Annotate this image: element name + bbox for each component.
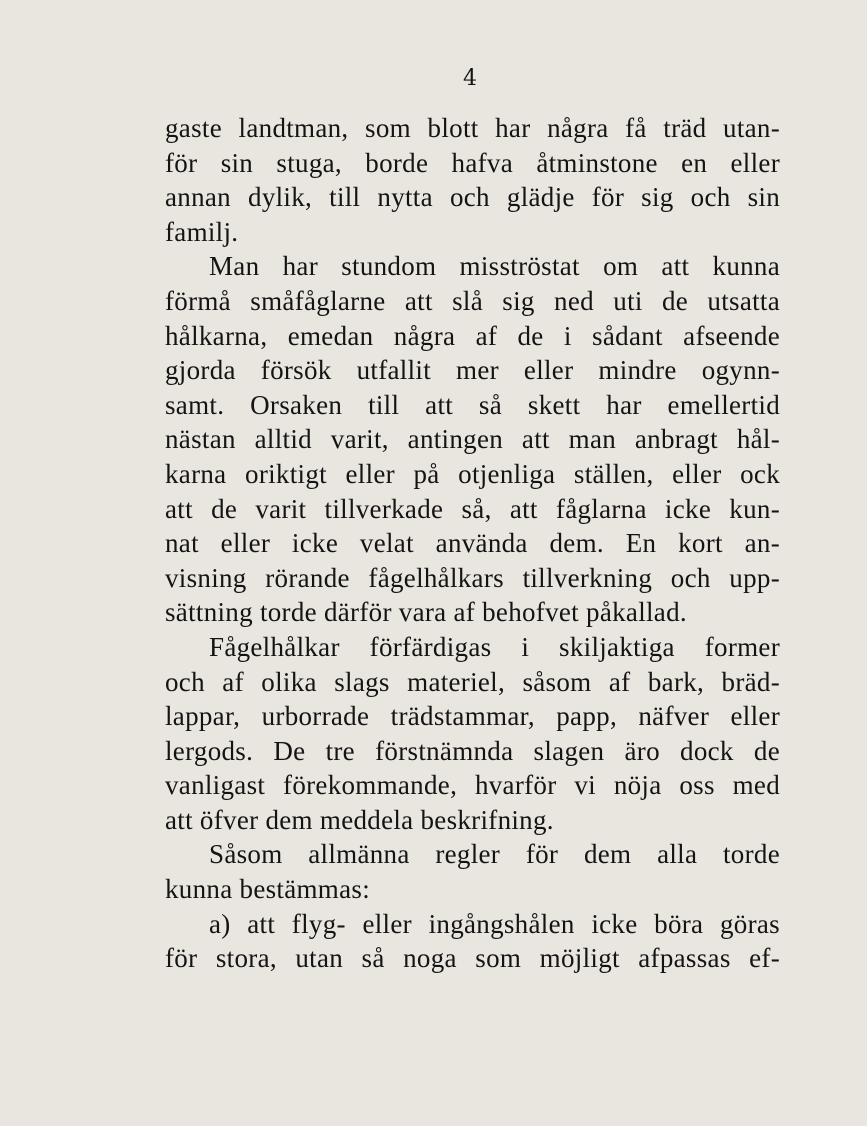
- text-line: karna oriktigt eller på otjenliga ställen, eller ock: [165, 458, 780, 489]
- text-line: att öfver dem meddela beskrifning.: [165, 804, 554, 835]
- text-line: gaste landtman, som blott har några få träd utan-: [165, 113, 780, 143]
- body-text: [165, 111, 780, 976]
- text-line: Såsom allmänna regler för dem alla torde: [209, 839, 780, 870]
- text-line: gjorda försök utfallit mer eller mindre ogynn-: [165, 355, 780, 386]
- text-line: lappar, urborrade trädstammar, papp, näfver eller: [165, 701, 780, 732]
- text-line: Man har stundom misströstat om att kunna: [209, 251, 780, 282]
- text-line: att de varit tillverkade så, att fåglarna icke kun-: [165, 493, 780, 524]
- text-line: annan dylik, till nytta och glädje för sig och sin: [165, 182, 780, 213]
- text-line: för sin stuga, borde hafva åtminstone en eller: [165, 147, 780, 178]
- text-line: lergods. De tre förstnämnda slagen äro dock de: [165, 735, 780, 766]
- text-line: nat eller icke velat använda dem. En kort an-: [165, 528, 780, 559]
- text-line: familj.: [165, 216, 239, 247]
- text-line: a) att flyg- eller ingångshålen icke böra göras: [209, 908, 780, 939]
- page-number: 4: [463, 66, 477, 91]
- text-line: Fågelhålkar förfärdigas i skiljaktiga former: [209, 631, 780, 662]
- text-line: sättning torde därför vara af behofvet påkallad.: [165, 597, 687, 628]
- text-line: vanligast förekommande, hvarför vi nöja oss med: [165, 770, 780, 801]
- text-line: nästan alltid varit, antingen att man anbragt hål-: [165, 424, 780, 455]
- text-line: och af olika slags materiel, såsom af bark, bräd-: [165, 666, 780, 697]
- text-line: för stora, utan så noga som möjligt afpassas ef-: [165, 943, 780, 974]
- text-line: visning rörande fågelhålkars tillverkning och upp-: [165, 562, 780, 593]
- text-line: hålkarna, emedan några af de i sådant afseende: [165, 320, 780, 351]
- text-line: kunna bestämmas:: [165, 874, 371, 905]
- text-line: samt. Orsaken till att så skett har emellertid: [165, 389, 780, 420]
- text-line: förmå småfåglarne att slå sig ned uti de utsatta: [165, 285, 780, 316]
